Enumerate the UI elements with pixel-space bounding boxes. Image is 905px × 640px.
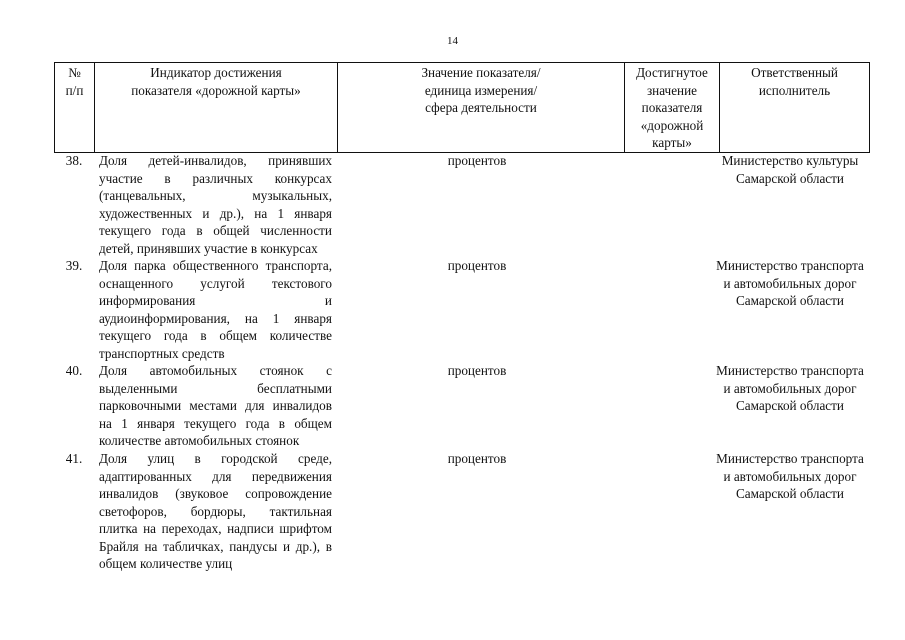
page-number: 14 [447, 35, 458, 47]
row-value: процентов [447, 451, 507, 466]
row-indicator: Доля детей-инвалидов, принявших участие в различных конкурсах (танцевальных, музыкальных, художественных и др.), на 1 января текущего года в общей численности детей, принявших участие в конкурсах [99, 153, 332, 256]
header-indicator-text: Индикатор достижения показателя «дорожной карты» [131, 65, 301, 98]
row-value: процентов [447, 153, 507, 168]
row-number: 41. [65, 451, 83, 466]
row-indicator: Доля улиц в городской среде, адаптированных для передвижения инвалидов (звуковое сопровождение светофоров, бордюры, тактильная плитка на переходах, надписи шрифтом Брайля на табличках, пандусы и др.), в общем количестве улиц [99, 451, 332, 571]
row-value: процентов [447, 363, 507, 378]
header-achieved [625, 63, 720, 153]
table-row [54, 362, 874, 450]
row-achieved [622, 257, 715, 362]
table-body [54, 152, 874, 590]
row-responsible: Министерство транспорта и автомобильных дорог Самарской области [716, 363, 864, 413]
row-responsible: Министерство транспорта и автомобильных дорог Самарской области [716, 258, 864, 308]
table-row [54, 257, 874, 362]
table-row [54, 152, 874, 257]
header-indicator [95, 63, 338, 153]
row-value: процентов [447, 258, 507, 273]
table-header [54, 62, 870, 153]
row-responsible: Министерство культуры Самарской области [721, 153, 859, 186]
table-row [54, 450, 874, 590]
header-responsible [720, 63, 870, 153]
row-number: 40. [65, 363, 83, 378]
row-indicator: Доля автомобильных стоянок с выделенными бесплатными парковочными местами для инвалидов на 1 января текущего года в общем количестве автомобильных стоянок [99, 363, 332, 448]
row-responsible: Министерство транспорта и автомобильных дорог Самарской области [716, 451, 864, 501]
header-responsible-text: Ответственный исполнитель [751, 65, 838, 98]
row-achieved [622, 450, 715, 590]
header-value [338, 63, 625, 153]
row-indicator: Доля парка общественного транспорта, оснащенного услугой текстового информирования и аудиоинформирования, на 1 января текущего года в общем количестве транспортных средств [99, 258, 332, 361]
row-number: 38. [65, 153, 83, 168]
header-number-text: № п/п [65, 65, 84, 98]
row-achieved [622, 362, 715, 450]
header-number [55, 63, 95, 153]
header-achieved-text: Достигнутое значение показателя «дорожной карты» [636, 65, 708, 150]
row-achieved [622, 152, 715, 257]
header-value-text: Значение показателя/ единица измерения/ сфера деятельности [421, 65, 541, 115]
row-number: 39. [65, 258, 83, 273]
